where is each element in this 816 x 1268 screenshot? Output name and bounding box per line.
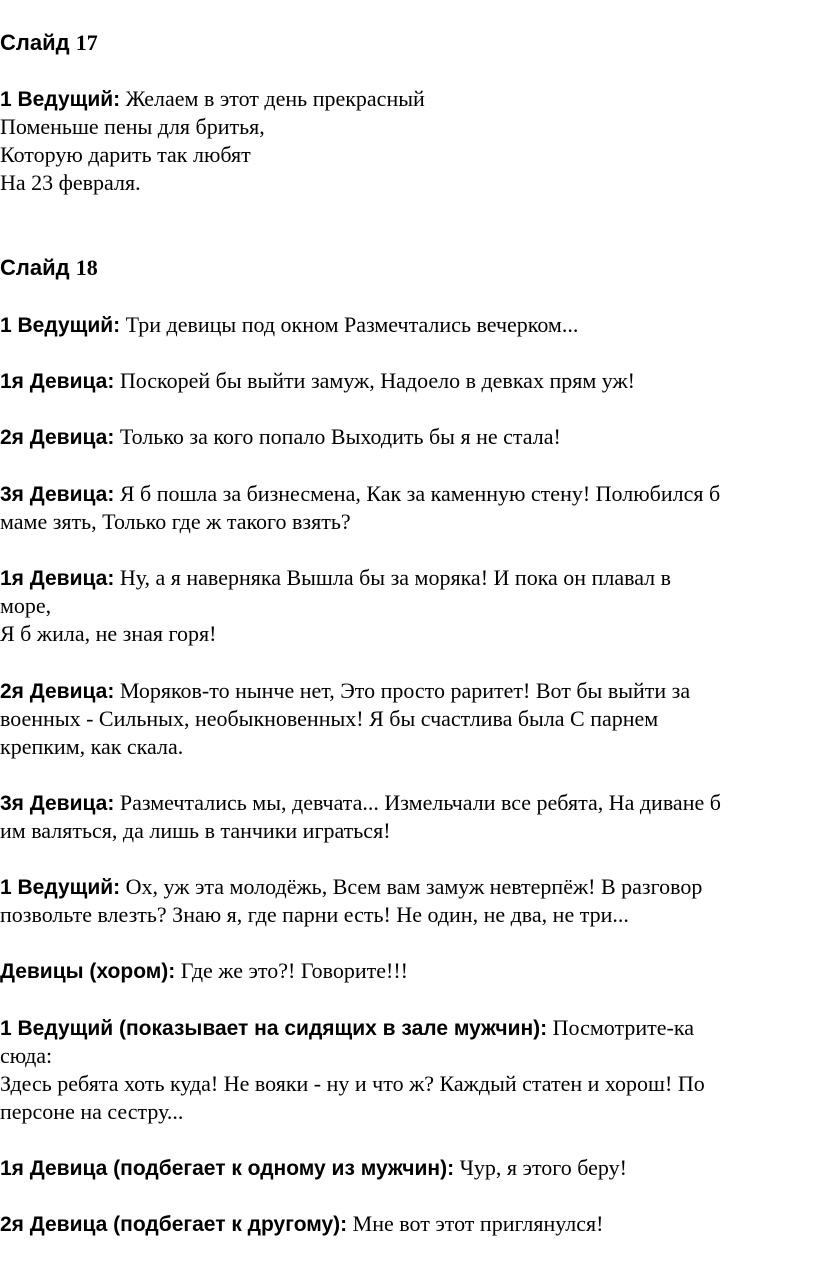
dialogue-block xyxy=(0,789,816,845)
dialogue-line: им валяться, да лишь в танчики играться! xyxy=(0,818,391,843)
verse-line: Которую дарить так любят xyxy=(0,142,251,167)
dialogue-line xyxy=(0,423,816,451)
dialogue-text: Ох, уж эта молодёжь, Всем вам замуж невтерпёж! В разговор xyxy=(120,874,703,899)
dialogue-line xyxy=(0,564,816,592)
speaker-label: 2я Девица: xyxy=(0,680,115,703)
dialogue-line xyxy=(0,873,816,901)
dialogue-block xyxy=(0,957,816,985)
slide-title-number: 18 xyxy=(75,255,98,280)
dialogue-block xyxy=(0,480,816,536)
dialogue-line xyxy=(0,480,816,508)
dialogue-line: сюда: xyxy=(0,1043,53,1068)
dialogue-text: Поскорей бы выйти замуж, Надоело в девках прям уж! xyxy=(114,368,635,393)
dialogue-block xyxy=(0,367,816,395)
dialogue-text: Я б пошла за бизнесмена, Как за каменную стену! Полюбился б xyxy=(114,481,721,506)
dialogue-text: Ну, а я наверняка Вышла бы за моряка! И пока он плавал в xyxy=(114,565,672,590)
dialogue-text: Мне вот этот приглянулся! xyxy=(347,1211,604,1236)
dialogue-line: военных - Сильных, необыкновенных! Я бы счастлива была С парнем xyxy=(0,706,659,731)
dialogue-line xyxy=(0,1154,816,1182)
slide-title-word: Слайд xyxy=(0,30,70,55)
slide-title-number: 17 xyxy=(75,30,98,55)
speaker-label: 3я Девица: xyxy=(0,483,115,506)
verse-line xyxy=(0,85,816,113)
dialogue-line: маме зять, Только где ж такого взять? xyxy=(0,509,351,534)
speaker-label: 1я Девица: xyxy=(0,370,115,393)
dialogue-block xyxy=(0,1210,816,1238)
dialogue-text: Размечтались мы, девчата... Измельчали все ребята, На диване б xyxy=(114,790,721,815)
speaker-label: 1 Ведущий: xyxy=(0,88,121,111)
verse-line: Поменьше пены для бритья, xyxy=(0,114,265,139)
dialogue-text: Где же это?! Говорите!!! xyxy=(175,958,408,983)
dialogue-block xyxy=(0,311,816,339)
speaker-label: 3я Девица: xyxy=(0,792,115,815)
dialogue-block xyxy=(0,564,816,648)
speaker-label: 2я Девица: xyxy=(0,426,115,449)
dialogue-line xyxy=(0,311,816,339)
dialogue-text: Моряков-то нынче нет, Это просто раритет! Вот бы выйти за xyxy=(114,678,691,703)
dialogue-block xyxy=(0,1154,816,1182)
verse-line: На 23 февраля. xyxy=(0,170,141,195)
dialogue-line xyxy=(0,1014,816,1042)
speaker-label: 1я Девица (подбегает к одному из мужчин): xyxy=(0,1157,455,1180)
slide-title-word: Слайд xyxy=(0,255,70,280)
dialogue-line: море, xyxy=(0,593,52,618)
dialogue-line xyxy=(0,957,816,985)
dialogue-block xyxy=(0,873,816,929)
dialogue-block xyxy=(0,677,816,761)
dialogue-text: Только за кого попало Выходить бы я не стала! xyxy=(114,424,561,449)
dialogue-line: позвольте влезть? Знаю я, где парни есть! Не один, не два, не три... xyxy=(0,902,629,927)
speaker-label: Девицы (хором): xyxy=(0,960,176,983)
slide-17-title xyxy=(0,29,98,57)
speaker-label: 1 Ведущий: xyxy=(0,314,121,337)
dialogue-line xyxy=(0,677,816,705)
speaker-label: 1 Ведущий (показывает на сидящих в зале мужчин): xyxy=(0,1017,548,1040)
dialogue-text: Чур, я этого беру! xyxy=(454,1155,627,1180)
speaker-label: 1я Девица: xyxy=(0,567,115,590)
dialogue-line: крепким, как скала. xyxy=(0,734,184,759)
dialogue-line: Я б жила, не зная горя! xyxy=(0,621,217,646)
dialogue-line xyxy=(0,789,816,817)
dialogue-text: Посмотрите-ка xyxy=(547,1015,694,1040)
dialogue-line xyxy=(0,1210,816,1238)
dialogue-line xyxy=(0,367,816,395)
dialogue-block xyxy=(0,1014,816,1126)
verse-text: Желаем в этот день прекрасный xyxy=(120,86,425,111)
dialogue-line: персоне на сестру... xyxy=(0,1099,184,1124)
dialogue-text: Три девицы под окном Размечтались вечерком... xyxy=(120,312,579,337)
speaker-label: 1 Ведущий: xyxy=(0,876,121,899)
slide-18-title xyxy=(0,254,98,282)
dialogue-block xyxy=(0,423,816,451)
dialogue-line: Здесь ребята хоть куда! Не вояки - ну и что ж? Каждый статен и хорош! По xyxy=(0,1071,705,1096)
speaker-label: 2я Девица (подбегает к другому): xyxy=(0,1213,348,1236)
slide-17-verse xyxy=(0,85,816,197)
